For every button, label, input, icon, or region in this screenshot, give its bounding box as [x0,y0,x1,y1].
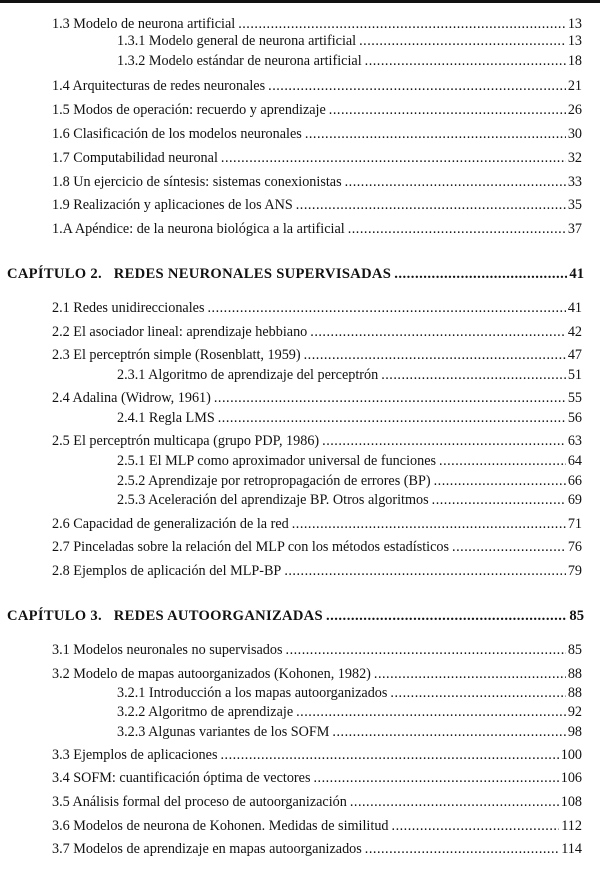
dot-leader [284,562,565,580]
toc-page-number: 41 [569,266,584,282]
toc-section-entry [52,346,582,364]
toc-subsection-entry [117,52,582,70]
toc-page-number: 88 [567,685,582,701]
dot-leader [432,491,566,509]
dot-leader [332,723,565,741]
toc-chapter-entry [7,265,584,283]
toc-entry-title: 1.8 Un ejercicio de síntesis: sistemas conexionistas [52,174,342,190]
toc-page-number: 108 [560,794,582,810]
toc-entry-title: 2.4 Adalina (Widrow, 1961) [52,390,211,406]
toc-entry-title: 2.8 Ejemplos de aplicación del MLP-BP [52,563,282,579]
toc-page-number: 21 [567,78,582,94]
toc-section-entry [52,101,582,119]
toc-page-number: 32 [567,150,582,166]
toc-entry-title: 2.3.1 Algoritmo de aprendizaje del perceptrón [117,367,379,383]
toc-page-number: 85 [567,642,582,658]
toc-page-number: 51 [567,367,582,383]
toc-subsection-entry [117,472,582,490]
toc-entry-title: 2.6 Capacidad de generalización de la red [52,516,289,532]
toc-section-entry [52,77,582,95]
dot-leader [310,323,566,341]
toc-entry-title: 3.2 Modelo de mapas autoorganizados (Kohonen, 1982) [52,666,371,682]
dot-leader [350,793,559,811]
toc-section-entry [52,125,582,143]
dot-leader [218,409,566,427]
toc-entry-title: 3.2.2 Algoritmo de aprendizaje [117,704,294,720]
toc-entry-title: 1.3.1 Modelo general de neurona artificial [117,33,357,49]
dot-leader [392,817,560,835]
dot-leader [322,432,566,450]
dot-leader [296,196,566,214]
toc-page-number: 13 [567,16,582,32]
toc-entry-title: CAPÍTULO 2. REDES NEURONALES SUPERVISADAS [7,266,392,282]
toc-subsection-entry [117,723,582,741]
toc-section-entry [52,149,582,167]
dot-leader [365,840,559,858]
toc-page-number: 85 [569,608,584,624]
toc-page-number: 98 [567,724,582,740]
toc-section-entry [52,173,582,191]
toc-page-number: 37 [567,221,582,237]
toc-subsection-entry [117,409,582,427]
dot-leader [359,32,566,50]
dot-leader [365,52,566,70]
toc-page-number: 112 [561,818,582,834]
toc-subsection-entry [117,366,582,384]
dot-leader [221,149,566,167]
toc-section-entry [52,641,582,659]
toc-page-number: 26 [567,102,582,118]
toc-subsection-entry [117,452,582,470]
toc-page-number: 100 [560,747,582,763]
toc-section-entry [52,562,582,580]
toc-entry-title: 1.6 Clasificación de los modelos neuronales [52,126,302,142]
toc-section-entry [52,538,582,556]
dot-leader [374,665,566,683]
toc-entry-title: 2.4.1 Regla LMS [117,410,215,426]
dot-leader [439,452,566,470]
dot-leader [381,366,566,384]
toc-section-entry [52,769,582,787]
dot-leader [220,746,558,764]
toc-page-number: 88 [567,666,582,682]
dot-leader [390,684,565,702]
toc-page-number: 33 [567,174,582,190]
dot-leader [326,607,567,625]
toc-entry-title: 1.7 Computabilidad neuronal [52,150,218,166]
toc-section-entry [52,793,582,811]
toc-section-entry [52,746,582,764]
toc-subsection-entry [117,32,582,50]
toc-section-entry [52,323,582,341]
toc-page-number: 18 [567,53,582,69]
toc-subsection-entry [117,684,582,702]
toc-page-number: 66 [567,473,582,489]
dot-leader [214,389,566,407]
toc-entry-title: 2.5.2 Aprendizaje por retropropagación de errores (BP) [117,473,431,489]
dot-leader [292,515,566,533]
dot-leader [207,299,565,317]
dot-leader [286,641,566,659]
dot-leader [305,125,566,143]
toc-section-entry [52,840,582,858]
toc-section-entry [52,665,582,683]
toc-entry-title: 1.3 Modelo de neurona artificial [52,16,236,32]
toc-entry-title: 3.4 SOFM: cuantificación óptima de vectores [52,770,311,786]
toc-section-entry [52,817,582,835]
toc-subsection-entry [117,703,582,721]
toc-section-entry [52,15,582,33]
dot-leader [348,220,566,238]
toc-page-number: 79 [567,563,582,579]
toc-entry-title: 2.5.1 El MLP como aproximador universal de funciones [117,453,437,469]
toc-page-number: 30 [567,126,582,142]
toc-page-number: 71 [567,516,582,532]
dot-leader [296,703,566,721]
dot-leader [329,101,566,119]
toc-page-number: 13 [567,33,582,49]
toc-chapter-entry [7,607,584,625]
toc-entry-title: 2.2 El asociador lineal: aprendizaje hebbiano [52,324,308,340]
dot-leader [394,265,567,283]
toc-entry-title: 3.6 Modelos de neurona de Kohonen. Medidas de similitud [52,818,389,834]
dot-leader [434,472,566,490]
toc-section-entry [52,299,582,317]
toc-entry-title: 1.3.2 Modelo estándar de neurona artificial [117,53,362,69]
toc-section-entry [52,220,582,238]
toc-page-number: 92 [567,704,582,720]
toc-section-entry [52,432,582,450]
toc-entry-title: 2.1 Redes unidireccionales [52,300,205,316]
toc-section-entry [52,389,582,407]
toc-page-number: 69 [567,492,582,508]
toc-entry-title: 1.5 Modos de operación: recuerdo y aprendizaje [52,102,326,118]
toc-entry-title: 3.5 Análisis formal del proceso de autoorganización [52,794,347,810]
toc-page-number: 106 [560,770,582,786]
dot-leader [238,15,566,33]
toc-page-number: 56 [567,410,582,426]
toc-page-number: 63 [567,433,582,449]
toc-page-number: 64 [567,453,582,469]
toc-entry-title: 3.2.3 Algunas variantes de los SOFM [117,724,330,740]
toc-entry-title: 2.3 El perceptrón simple (Rosenblatt, 1959) [52,347,301,363]
toc-entry-title: CAPÍTULO 3. REDES AUTOORGANIZADAS [7,608,323,624]
dot-leader [452,538,566,556]
toc-page-number: 114 [561,841,582,857]
toc-subsection-entry [117,491,582,509]
toc-entry-title: 2.5.3 Aceleración del aprendizaje BP. Otros algoritmos [117,492,429,508]
toc-section-entry [52,515,582,533]
toc-entry-title: 1.A Apéndice: de la neurona biológica a la artificial [52,221,345,237]
toc-page-number: 42 [567,324,582,340]
dot-leader [345,173,566,191]
toc-entry-title: 3.3 Ejemplos de aplicaciones [52,747,218,763]
toc-entry-title: 3.1 Modelos neuronales no supervisados [52,642,283,658]
toc-entry-title: 3.7 Modelos de aprendizaje en mapas autoorganizados [52,841,362,857]
dot-leader [304,346,566,364]
toc-section-entry [52,196,582,214]
toc-page-number: 76 [567,539,582,555]
dot-leader [313,769,558,787]
dot-leader [268,77,566,95]
toc-entry-title: 3.2.1 Introducción a los mapas autoorganizados [117,685,388,701]
toc-entry-title: 2.7 Pinceladas sobre la relación del MLP con los métodos estadísticos [52,539,450,555]
toc-entry-title: 1.9 Realización y aplicaciones de los ANS [52,197,293,213]
toc-page-number: 55 [567,390,582,406]
toc-page-number: 35 [567,197,582,213]
toc-page-number: 41 [567,300,582,316]
toc-entry-title: 2.5 El perceptrón multicapa (grupo PDP, 1986) [52,433,320,449]
toc-page-number: 47 [567,347,582,363]
toc-entry-title: 1.4 Arquitecturas de redes neuronales [52,78,266,94]
